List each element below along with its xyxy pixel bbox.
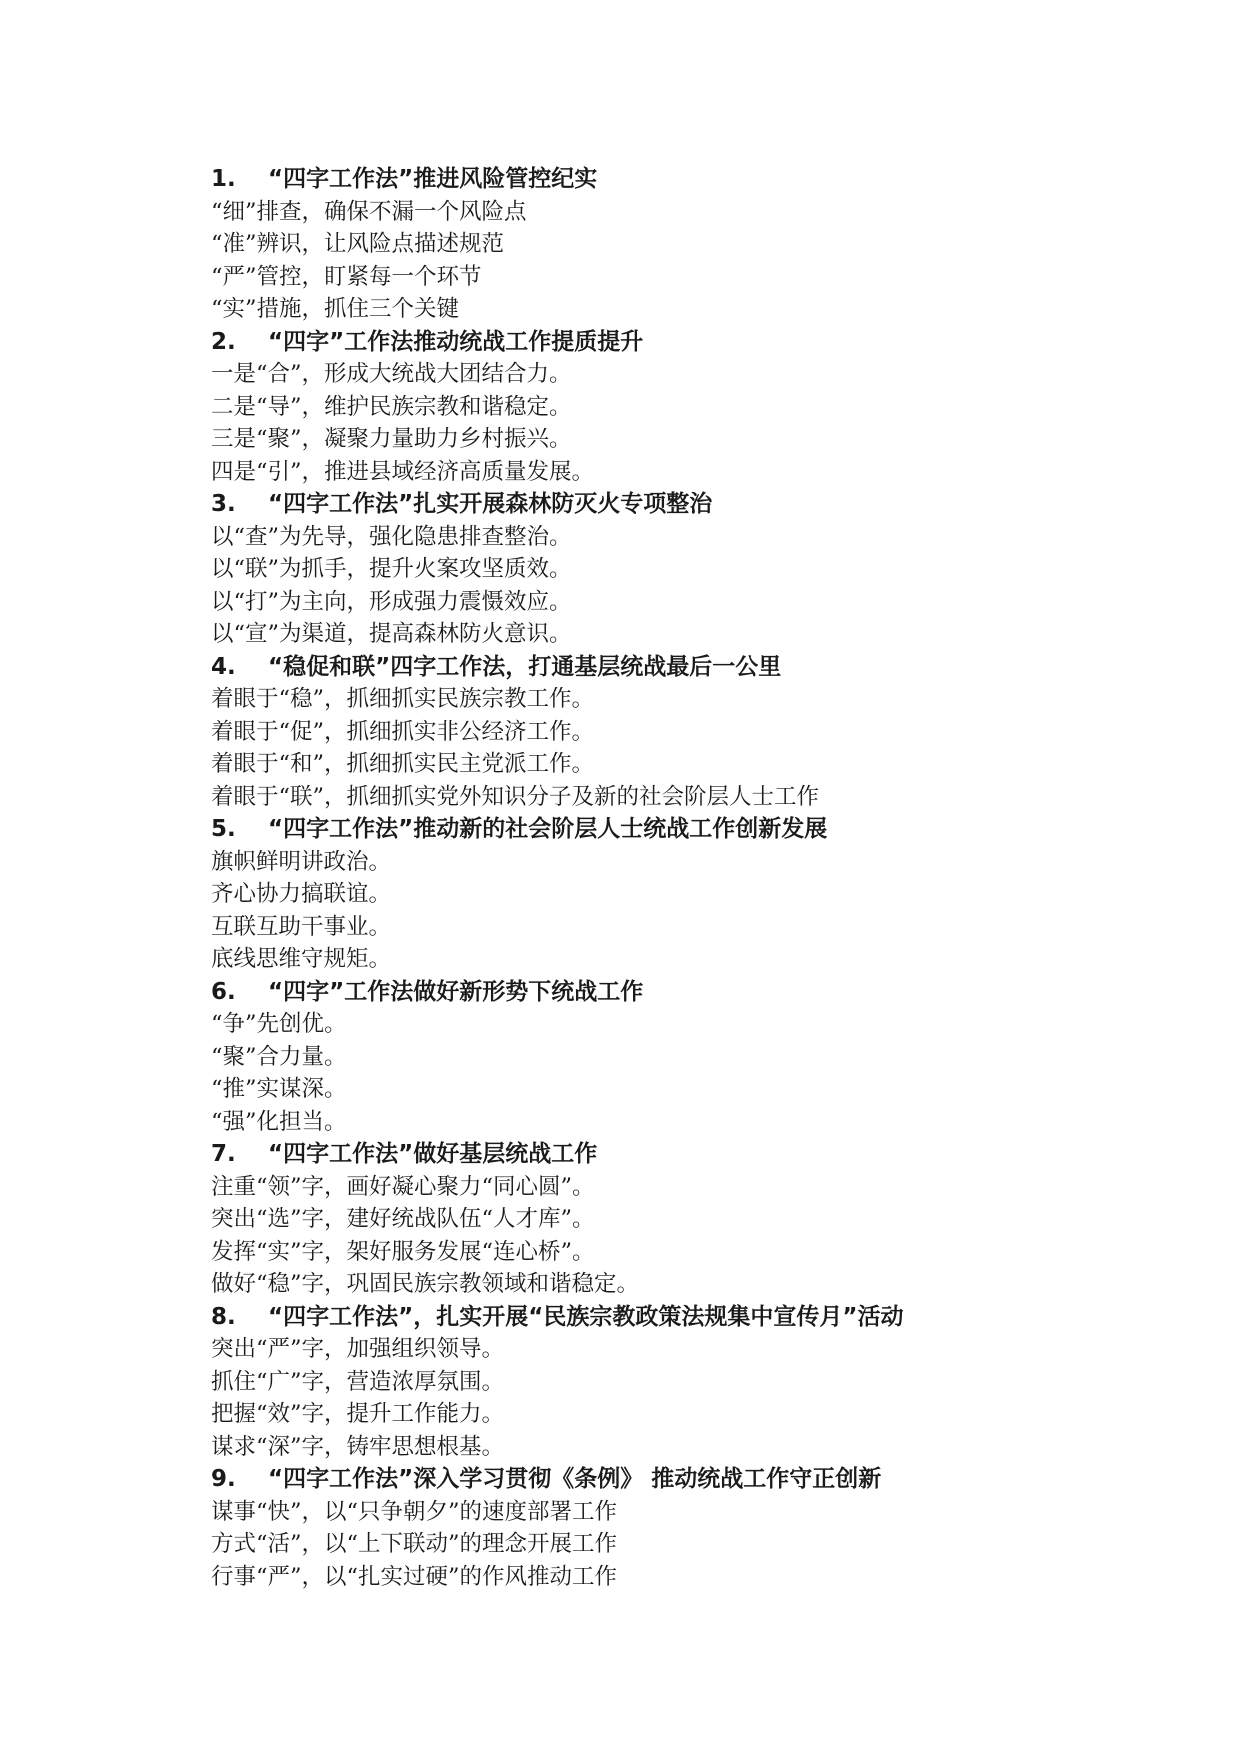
section-heading (211, 651, 1171, 684)
section-line: 注重“领”字，画好凝心聚力“同心圆”。 (211, 1173, 595, 1200)
section-line: 突出“选”字，建好统战队伍“人才库”。 (211, 1206, 595, 1232)
section-line: “争”先创优。 (211, 1011, 347, 1037)
section-title: “四字”工作法推动统战工作提质提升 (268, 328, 644, 355)
section-number: 1. (211, 166, 236, 192)
section-line: “细”排查，确保不漏一个风险点 (211, 198, 527, 225)
section-line: 着眼于“稳”，抓细抓实民族宗教工作。 (211, 686, 595, 712)
section-line: 突出“严”字，加强组织领导。 (211, 1336, 505, 1362)
section-line: 三是“聚”，凝聚力量助力乡村振兴。 (211, 426, 572, 452)
section-line: 做好“稳”字，巩固民族宗教领域和谐稳定。 (211, 1271, 640, 1297)
section-line: 行事“严”，以“扎实过硬”的作风推动工作 (211, 1563, 618, 1590)
section-line: “严”管控，盯紧每一个环节 (211, 263, 482, 290)
section-3 (211, 488, 1171, 651)
section-line: “准”辨识，让风险点描述规范 (211, 231, 505, 257)
section-title: “四字工作法”推进风险管控纪实 (268, 166, 598, 192)
section-heading (211, 488, 1171, 521)
section-heading (211, 1301, 1171, 1334)
section-heading (211, 1138, 1171, 1171)
section-line: 以“打”为主向，形成强力震慑效应。 (211, 588, 572, 615)
document-page (211, 163, 1171, 1593)
section-line: 谋求“深”字，铸牢思想根基。 (211, 1433, 505, 1460)
section-number: 9. (211, 1466, 236, 1492)
section-heading (211, 1463, 1171, 1496)
section-9 (211, 1463, 1171, 1593)
section-line: 着眼于“促”，抓细抓实非公经济工作。 (211, 718, 595, 745)
section-number: 7. (211, 1141, 236, 1167)
section-line: “强”化担当。 (211, 1108, 347, 1135)
section-line: 方式“活”，以“上下联动”的理念开展工作 (211, 1531, 618, 1557)
section-number: 3. (211, 491, 236, 517)
section-number: 2. (211, 328, 236, 355)
section-line: 着眼于“和”，抓细抓实民主党派工作。 (211, 751, 595, 777)
section-title: “四字”工作法做好新形势下统战工作 (268, 978, 644, 1005)
section-line: 四是“引”，推进县域经济高质量发展。 (211, 458, 595, 485)
section-title: “四字工作法”做好基层统战工作 (268, 1141, 598, 1167)
section-number: 6. (211, 978, 236, 1005)
section-5 (211, 813, 1171, 976)
section-number: 4. (211, 653, 236, 680)
section-2 (211, 326, 1171, 489)
section-title: “四字工作法”，扎实开展“民族宗教政策法规集中宣传月”活动 (268, 1303, 904, 1330)
section-line: “推”实谋深。 (211, 1076, 347, 1102)
section-heading (211, 976, 1171, 1009)
section-heading (211, 163, 1171, 196)
section-line: “聚”合力量。 (211, 1043, 347, 1070)
section-7 (211, 1138, 1171, 1301)
section-title: “四字工作法”推动新的社会阶层人士统战工作创新发展 (268, 816, 828, 842)
section-4 (211, 651, 1171, 814)
section-number: 8. (211, 1303, 236, 1330)
section-line: 抓住“广”字，营造浓厚氛围。 (211, 1368, 505, 1395)
section-line: 一是“合”，形成大统战大团结合力。 (211, 361, 572, 387)
section-line: 二是“导”，维护民族宗教和谐稳定。 (211, 393, 572, 420)
section-line: 底线思维守规矩。 (211, 946, 392, 972)
section-line: 发挥“实”字，架好服务发展“连心桥”。 (211, 1238, 595, 1265)
section-title: “四字工作法”深入学习贯彻《条例》 推动统战工作守正创新 (268, 1466, 882, 1492)
section-6 (211, 976, 1171, 1139)
section-line: 着眼于“联”，抓细抓实党外知识分子及新的社会阶层人士工作 (211, 783, 820, 810)
section-number: 5. (211, 816, 236, 842)
section-line: 把握“效”字，提升工作能力。 (211, 1401, 505, 1427)
section-line: 以“宣”为渠道，提高森林防火意识。 (211, 621, 572, 647)
section-line: “实”措施，抓住三个关键 (211, 296, 460, 322)
section-line: 谋事“快”，以“只争朝夕”的速度部署工作 (211, 1498, 618, 1525)
section-line: 旗帜鲜明讲政治。 (211, 848, 392, 875)
section-title: “四字工作法”扎实开展森林防灭火专项整治 (268, 491, 713, 517)
section-line: 互联互助干事业。 (211, 913, 392, 940)
section-line: 齐心协力搞联谊。 (211, 881, 392, 907)
section-heading (211, 813, 1171, 846)
section-8 (211, 1301, 1171, 1464)
section-line: 以“查”为先导，强化隐患排查整治。 (211, 523, 572, 550)
section-1 (211, 163, 1171, 326)
section-line: 以“联”为抓手，提升火案攻坚质效。 (211, 556, 572, 582)
section-heading (211, 326, 1171, 359)
section-title: “稳促和联”四字工作法，打通基层统战最后一公里 (268, 653, 782, 680)
